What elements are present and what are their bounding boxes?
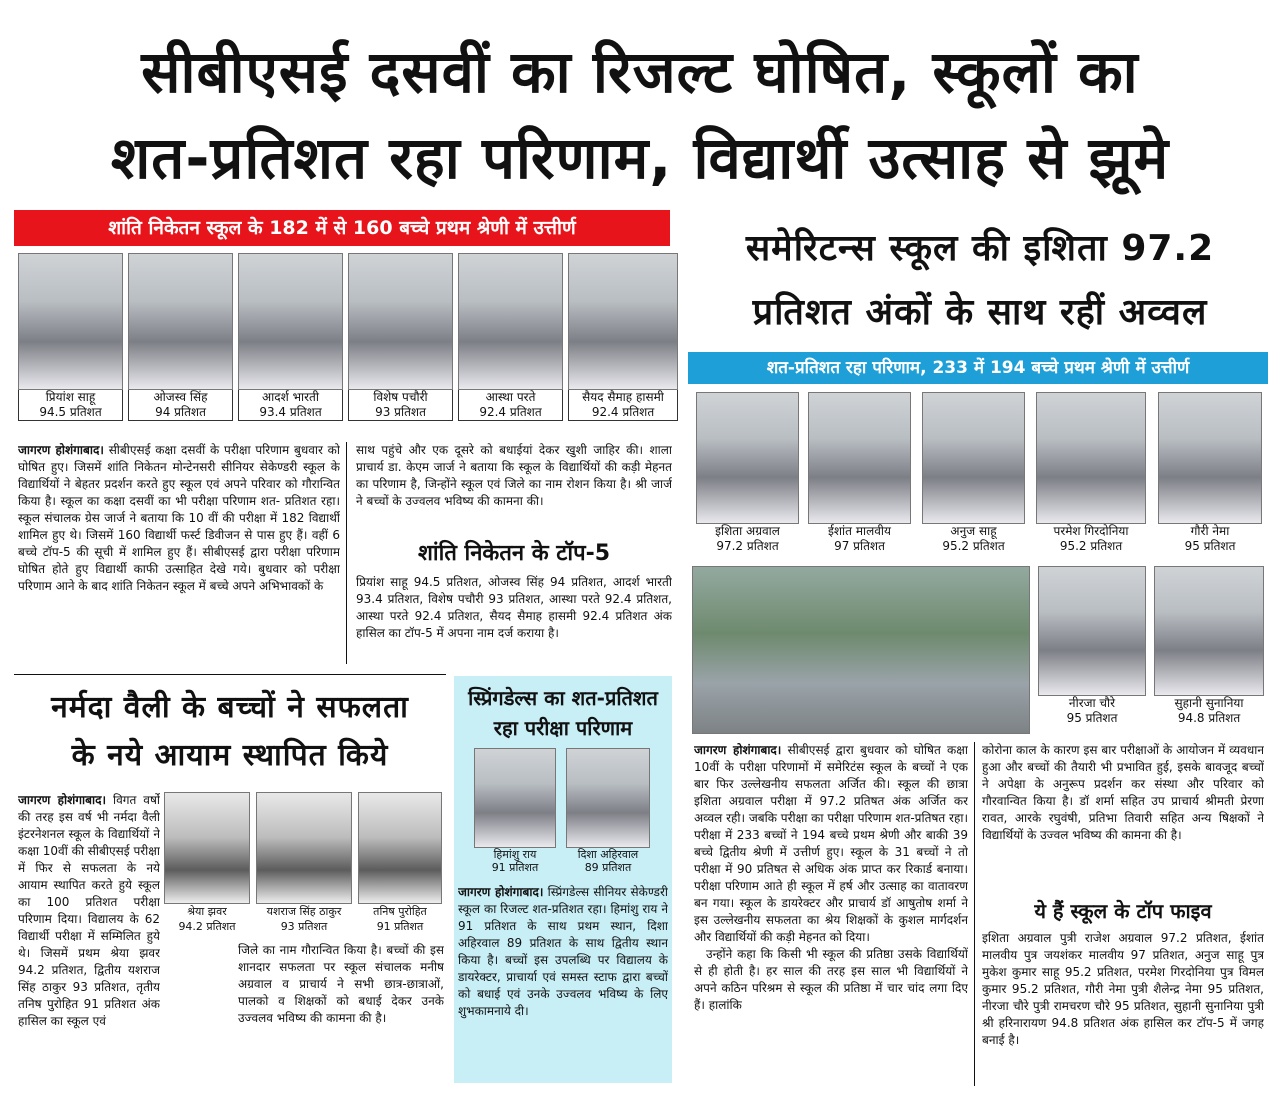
student-percent: 95 प्रतिशत (1066, 711, 1118, 725)
student-card (474, 748, 556, 874)
springdales-headline-line2: रहा परीक्षा परिणाम (493, 716, 633, 740)
student-caption (18, 390, 123, 421)
narmada-dateline: जागरण होशंगाबाद। (18, 793, 107, 807)
student-photo (1036, 392, 1146, 524)
student-caption (1158, 524, 1262, 554)
student-name: विशेष पचौरी (373, 390, 428, 404)
samaritans-body-col1: सीबीएसई द्वारा बुधवार को घोषित कक्षा 10वीं के परीक्षा परिणामों में समेरिटंस स्कूल के बच्चों ने एक बार फिर उल्लेखनीय सफलता अर्जित की। स्कूल की छात्रा इशिता अग्रवाल परीक्षा में 97.2 प्रतिषत अंक अर्जित कर अव्वल रही। जबकि परीक्षा का परीक्षा परिणाम शत-प्रतिषत रहा। परीक्षा में 233 बच्चों ने 194 बच्चे प्रथम श्रेणी और बाकी 39 बच्चे द्वितीय श्रेणी में उत्तीर्ण हुए। स्कूल के 31 बच्चों ने तो परीक्षा में 90 प्रतिषत से अधिक अंक प्राप्त कर रिकार्ड बनाया। परीक्षा परिणाम आते ही स्कूल में हर्ष और उत्साह का वातावरण बन गया। स्कूल के डायरेक्टर और प्राचार्य डॉ आषुतोष शर्मा ने इस उल्लेखनीय सफलता का श्रेय शिक्षकों के कुशल मार्गदर्शन और विद्यार्थियों की कड़ी मेहनत को दिया। (694, 743, 968, 944)
main-headline-line1: सीबीएसई दसवीं का रिजल्ट घोषित, स्कूलों का (141, 38, 1139, 106)
springdales-headline-line1: स्प्रिंगडेल्स का शत-प्रतिशत (468, 686, 658, 710)
student-photo (1158, 392, 1262, 524)
student-name: गौरी नेमा (1190, 524, 1230, 538)
narmada-article-col1 (18, 792, 160, 1072)
student-caption (238, 390, 343, 421)
student-caption (1154, 696, 1264, 726)
student-caption (458, 390, 563, 421)
samaritans-article-col1 (694, 742, 968, 1094)
samaritans-dateline: जागरण होशंगाबाद। (694, 743, 782, 757)
student-card (1158, 392, 1262, 554)
student-caption (348, 390, 453, 421)
student-name: सैयद सैमाह हासमी (582, 390, 664, 404)
student-name: दिशा अहिरवाल (577, 848, 639, 861)
student-photo (1038, 566, 1146, 696)
student-card (1036, 392, 1146, 554)
student-name: तनिष पुरोहित (373, 905, 427, 918)
student-percent: 93 प्रतिशत (375, 405, 426, 419)
student-photo (566, 748, 650, 848)
student-caption (566, 848, 650, 874)
student-photo (1154, 566, 1264, 696)
student-percent: 95.2 प्रतिशत (942, 539, 1005, 553)
student-photo (18, 253, 123, 390)
student-caption (1036, 524, 1146, 554)
springdales-dateline: जागरण होशंगाबाद। (458, 885, 544, 899)
main-headline-line2: शत-प्रतिशत रहा परिणाम, विद्यार्थी उत्साह से झूमे (110, 124, 1170, 192)
samaritans-banner: शत-प्रतिशत रहा परिणाम, 233 में 194 बच्चे प्रथम श्रेणी में उत्तीर्ण (688, 352, 1268, 384)
column-divider (974, 742, 975, 1086)
samaritans-top5-title: ये हैं स्कूल के टॉप फाइव (1034, 899, 1212, 923)
student-percent: 92.4 प्रतिशत (591, 405, 655, 419)
student-percent: 95.2 प्रतिशत (1059, 539, 1123, 553)
student-card (568, 253, 678, 421)
student-name: ईशांत मालवीय (828, 524, 891, 538)
shanti-banner: शांति निकेतन स्कूल के 182 में से 160 बच्चे प्रथम श्रेणी में उत्तीर्ण (14, 210, 670, 246)
samaritans-body-col1b: उन्होंने कहा कि किसी भी स्कूल की प्रतिष्ठा उसके विद्यार्थियों से ही होती है। हर साल की तरह इस साल भी विद्यार्थियों ने अपने कठिन परिश्रम से स्कूल की प्रतिष्ठा में चार चांद लगा दिए हैं। हालांकि (694, 947, 968, 1012)
celebration-group-photo (692, 566, 1030, 734)
narmada-headline-line1: नर्मदा वैली के बच्चों ने सफलता (51, 690, 409, 725)
student-percent: 91 प्रतिशत (376, 920, 424, 933)
student-name: इशिता अग्रवाल (715, 524, 780, 538)
student-caption (256, 904, 352, 934)
student-photo (474, 748, 556, 848)
student-caption (808, 524, 911, 554)
student-percent: 93.4 प्रतिशत (259, 405, 322, 419)
student-percent: 94.8 प्रतिशत (1177, 711, 1241, 725)
student-name: श्रेया झवर (187, 905, 227, 918)
student-photo (808, 392, 911, 524)
student-photo (696, 392, 799, 524)
student-card (808, 392, 911, 554)
student-photo (922, 392, 1025, 524)
student-caption (568, 390, 678, 421)
narmada-body-col2: जिले का नाम गौरान्वित किया है। बच्चों की इस शानदार सफलता पर स्कूल संचालक मनीष अग्रवाल व प्राचार्य ने सभी छात्र-छात्राओं, पालको व शिक्षकों को बधाई देकर उनके उज्वलव भविष्य की कामना की है। (238, 943, 444, 1025)
student-photo (128, 253, 233, 390)
student-photo (348, 253, 453, 390)
student-percent: 97.2 प्रतिशत (716, 539, 779, 553)
student-card (696, 392, 799, 554)
student-card (358, 792, 442, 934)
student-card (1038, 566, 1146, 726)
samaritans-top5-text: इशिता अग्रवाल पुत्री राजेश अग्रवाल 97.2 प्रतिशत, ईशांत मालवीय पुत्र जयशंकर मालवीय 97 प्रतिशत, अनुज साहू पुत्र मुकेश कुमार साहू 95.2 प्रतिशत, परमेश गिरदोनिया पुत्र विमल कुमार 95.2 प्रतिशत, गौरी नेमा पुत्री शैलेन्द्र नेमा 95 प्रतिशत, नीरजा चौरे पुत्री रामचरण चौरे 95 प्रतिशत, सुहानी सुनानिया पुत्री श्री हरिनारायण 94.8 प्रतिशत अंक हासिल कर टॉप-5 में जगह बनाई है। (982, 931, 1264, 1047)
student-caption (474, 848, 556, 874)
student-photo (568, 253, 678, 390)
student-percent: 94.2 प्रतिशत (178, 920, 236, 933)
student-photo (238, 253, 343, 390)
student-name: परमेश गिरदोनिया (1053, 524, 1129, 538)
shanti-dateline: जागरण होशंगाबाद। (18, 443, 104, 457)
student-card (164, 792, 250, 934)
student-photo (256, 792, 352, 904)
student-card (348, 253, 453, 421)
student-caption (1038, 696, 1146, 726)
samaritans-headline-line1: समेरिटन्स स्कूल की इशिता 97.2 (745, 228, 1215, 269)
shanti-body-col2: साथ पहुंचे और एक दूसरे को बधाईयां देकर खुशी जाहिर की। शाला प्राचार्य डा. केएम जार्ज ने बताया कि स्कूल के विद्यार्थियों की कड़ी मेहनत का परिणाम है, जिन्होंने स्कूल एवं जिले का नाम रोशन किया है। श्री जार्ज ने बच्चों के उज्वलव भविष्य की कामना की। (356, 443, 672, 508)
student-percent: 94 प्रतिशत (155, 405, 206, 419)
shanti-article-col1 (18, 442, 340, 670)
student-percent: 89 प्रतिशत (584, 861, 632, 874)
narmada-body-col1: विगत वर्षो की तरह इस वर्ष भी नर्मदा वैली इंटरनेशनल स्कूल के विद्यार्थियों ने कक्षा 10वीं की सीबीएसई परीक्षा में फिर से सफलता के नये आयाम स्थापित करते हुये स्कूल का 100 प्रतिशत परीक्षा परिणाम दिया। विद्यालय के 62 विद्यार्थी परीक्षा में सम्मिलित हुये थे। जिसमें प्रथम श्रेया झवर 94.2 प्रतिशत, द्वितीय यशराज सिंह ठाकुर 93 प्रतिशत, तृतीय तनिष पुरोहित 91 प्रतिशत अंक हासिल का स्कूल एवं (18, 793, 160, 1028)
column-divider (346, 442, 347, 664)
student-card (922, 392, 1025, 554)
student-name: हिमांशु राय (493, 848, 537, 861)
student-percent: 92.4 प्रतिशत (479, 405, 542, 419)
student-percent: 94.5 प्रतिशत (39, 405, 102, 419)
student-card (18, 253, 123, 421)
narmada-headline-line2: के नये आयाम स्थापित किये (71, 738, 389, 773)
springdales-body: स्प्रिंगडेल्स सीनियर सेकेण्डरी स्कूल का रिजल्ट शत-प्रतिशत रहा। हिमांशु राय ने 91 प्रतिशत के साथ प्रथम स्थान, दिशा अहिरवाल 89 प्रतिशत के साथ द्वितीय स्थान किया है। बच्चों इस उपलब्धि पर विद्यालय के डायरेक्टर, प्राचार्या एवं समस्त स्टाफ द्वारा बच्चों को बधाई एवं उनके उज्वलव भविष्य के लिए शुभकामनाये दी। (458, 885, 668, 1018)
student-name: प्रियांश साहू (45, 390, 96, 404)
student-name: सुहानी सुनानिया (1174, 696, 1244, 710)
shanti-top5-text: प्रियांश साहू 94.5 प्रतिशत, ओजस्व सिंह 94 प्रतिशत, आदर्श भारती 93.4 प्रतिशत, विशेष पचौरी 93 प्रतिशत, आस्था परते 92.4 प्रतिशत, आस्था परते 92.4 प्रतिशत, सैयद सैमाह हासमी 92.4 प्रतिशत अंक हासिल का टॉप-5 में अपना नाम दर्ज कराया है। (356, 575, 672, 640)
student-card (566, 748, 650, 874)
student-caption (164, 904, 250, 934)
samaritans-photo-row (696, 392, 1264, 562)
student-photo (358, 792, 442, 904)
student-name: नीरजा चौरे (1068, 696, 1116, 710)
student-name: आदर्श भारती (261, 390, 319, 404)
student-caption (922, 524, 1025, 554)
student-caption (358, 904, 442, 934)
student-name: आस्था परते (485, 390, 536, 404)
samaritans-headline-line2: प्रतिशत अंकों के साथ रहीं अव्वल (752, 292, 1208, 333)
shanti-body-col1: सीबीएसई कक्षा दसवीं के परीक्षा परिणाम बुधवार को घोषित हुए। जिसमें शांति निकेतन मोन्टेनसरी सीनियर सेकेण्डरी स्कूल के विद्यार्थियों ने बेहतर प्रदर्शन करते हुए स्कूल एवं अपने परिवार को गौरान्वित किया है। स्कूल का कक्षा दसवीं का भी परीक्षा परिणाम शत- प्रतिशत रहा। स्कूल संचालक ग्रेस जार्ज ने बताया कि 10 वीं की परीक्षा में 182 विद्यार्थी शामिल हुए थे। जिसमें 160 विद्यार्थी फर्स्ट डिवीजन से पास हुए हैं। वहीं 6 बच्चे टॉप-5 की सूची में शामिल हुए हैं। सीबीएसई द्वारा परीक्षा परिणाम घोषित होते हुए विद्यार्थी काफी उत्साहित देखे गये। बुधवार को परीक्षा परिणाम आने के बाद शांति निकेतन स्कूल में बच्चे अपने अभिभावकों के (18, 443, 340, 593)
student-card (458, 253, 563, 421)
student-name: ओजस्व सिंह (153, 390, 208, 404)
shanti-photo-row (18, 253, 678, 431)
student-percent: 91 प्रतिशत (491, 861, 539, 874)
student-percent: 93 प्रतिशत (280, 920, 328, 933)
student-percent: 95 प्रतिशत (1184, 539, 1236, 553)
section-divider (14, 674, 446, 675)
shanti-top5-title: शांति निकेतन के टॉप-5 (417, 541, 611, 566)
student-card (256, 792, 352, 934)
student-card (128, 253, 233, 421)
student-caption (128, 390, 233, 421)
student-photo (458, 253, 563, 390)
springdales-article (458, 884, 668, 1080)
student-name: यशराज सिंह ठाकुर (266, 905, 342, 918)
student-caption (696, 524, 799, 554)
student-card (1154, 566, 1264, 726)
student-name: अनुज साहू (950, 524, 997, 538)
samaritans-body-col2: कोरोना काल के कारण इस बार परीक्षाओं के आयोजन में व्यवधान हुआ और बच्चों की तैयारी भी प्रभावित हुई, इसके बावजूद बच्चों ने अपेक्षा के अनुरूप प्रदर्शन कर संस्था और परिवार को गौरवान्वित किया है। डॉ शर्मा सहित उप प्राचार्य श्रीमती प्रेरणा रावत, आरके रघुवंषी, प्रतिभा तिवारी सहित अन्य षिक्षकों ने विद्यार्थियों के उज्वल भविष्य की कामना की है। (982, 743, 1264, 842)
student-card (238, 253, 343, 421)
student-photo (164, 792, 250, 904)
student-percent: 97 प्रतिशत (834, 539, 885, 553)
